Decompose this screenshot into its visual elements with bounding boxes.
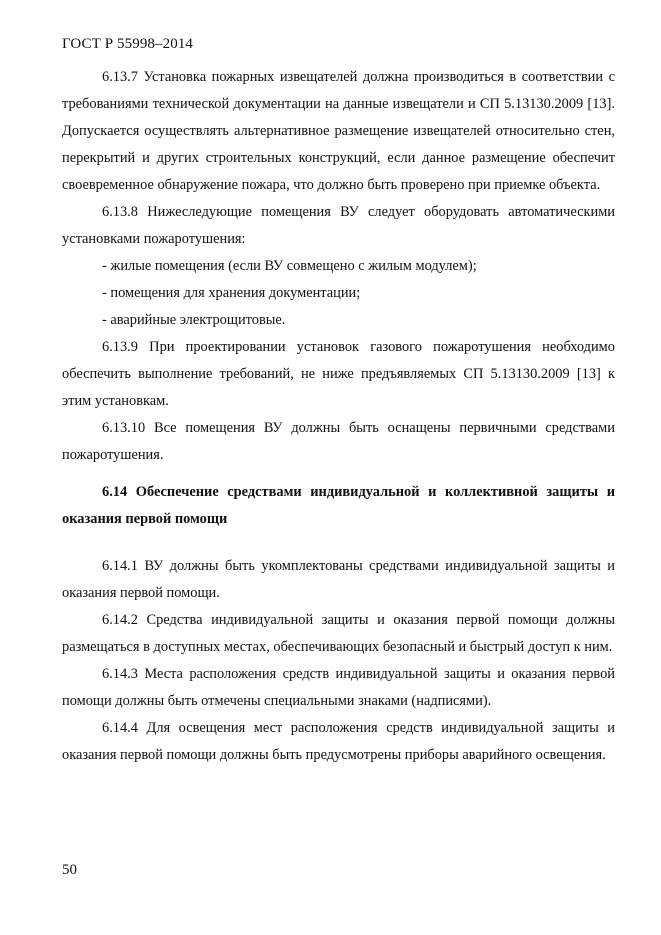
paragraph-6-14-2: 6.14.2 Средства индивидуальной защиты и оказания первой помощи должны размещаться в доступных местах, обеспечивающих безопасный и быстрый доступ к ним. xyxy=(62,612,615,655)
paragraph-6-14-3: 6.14.3 Места расположения средств индивидуальной защиты и оказания первой помощи должны быть отмечены специальными знаками (надписями). xyxy=(62,666,615,709)
paragraph-6-14-1: 6.14.1 ВУ должны быть укомплектованы средствами индивидуальной защиты и оказания первой помощи. xyxy=(62,558,615,601)
paragraph-6-13-9: 6.13.9 При проектировании установок газового пожаротушения необходимо обеспечить выполнение требований, не ниже предъявляемых СП 5.13130.2009 [13] к этим установкам. xyxy=(62,339,615,409)
section-heading-6-14: 6.14 Обеспечение средствами индивидуальной и коллективной защиты и оказания первой помощи xyxy=(62,484,615,527)
paragraph-6-14-4: 6.14.4 Для освещения мест расположения средств индивидуальной защиты и оказания первой помощи должны быть предусмотрены приборы аварийного освещения. xyxy=(62,720,615,763)
paragraph-6-13-10: 6.13.10 Все помещения ВУ должны быть оснащены первичными средствами пожаротушения. xyxy=(62,420,615,463)
document-header: ГОСТ Р 55998–2014 xyxy=(62,36,194,52)
page-number: 50 xyxy=(62,862,77,878)
document-body xyxy=(62,64,615,769)
paragraph-6-13-8: 6.13.8 Нижеследующие помещения ВУ следует оборудовать автоматическими установками пожаротушения: xyxy=(62,204,615,247)
list-item: - жилые помещения (если ВУ совмещено с жилым модулем); xyxy=(102,258,477,274)
list-item: - аварийные электрощитовые. xyxy=(102,312,286,328)
list-item: - помещения для хранения документации; xyxy=(102,285,361,301)
paragraph-6-13-7: 6.13.7 Установка пожарных извещателей должна производиться в соответствии с требованиями технической документации на данные извещатели и СП 5.13130.2009 [13]. Допускается осуществлять альтернативное размещение извещателей относительно стен, перекрытий и других строительных конструкций, если данное размещение обеспечит своевременное обнаружение пожара, что должно быть проверено при приемке объекта. xyxy=(62,69,615,193)
